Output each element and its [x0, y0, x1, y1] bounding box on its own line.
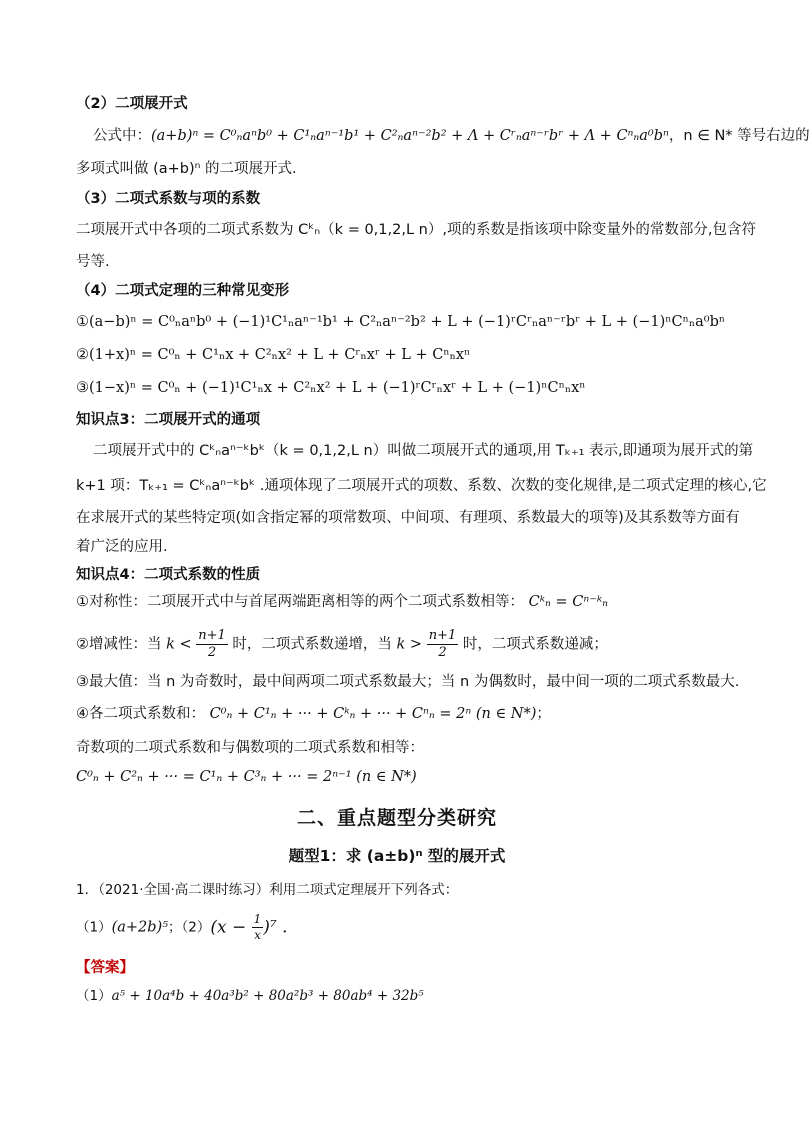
fraction-denominator: 2 — [438, 645, 447, 660]
text-line: 二项展开式中各项的二项式系数为 Cᵏₙ（k = 0,1,2,L n）,项的系数是指该项中除变量外的常数部分,包含符 — [76, 222, 757, 238]
formula: (a+b)ⁿ = C⁰ₙaⁿb⁰ + C¹ₙaⁿ⁻¹b¹ + C²ₙaⁿ⁻²b² + Λ + Cʳₙaⁿ⁻ʳbʳ + Λ + Cⁿₙa⁰bⁿ — [151, 128, 669, 144]
formula: )⁷ . — [263, 917, 288, 938]
formula: (a+2b)⁵ — [111, 919, 169, 936]
text-line — [93, 126, 810, 146]
fraction-numerator: 1 — [253, 912, 262, 926]
text: ；（2） — [168, 919, 211, 936]
text-line — [76, 628, 608, 664]
formula: (x − — [210, 917, 252, 938]
subsection-title: 题型1：求 (a±b)ⁿ 型的展开式 — [288, 847, 506, 865]
text-line — [76, 592, 608, 612]
answer-line — [76, 986, 424, 1006]
text: 公式中： — [93, 128, 151, 144]
text: ，n ∈ N* 等号右边的 — [668, 128, 810, 144]
formula-line: C⁰ₙ + C²ₙ + ··· = C¹ₙ + C³ₙ + ··· = 2ⁿ⁻¹ (n ∈ N*) — [76, 769, 417, 785]
section-heading: （2）二项展开式 — [76, 96, 188, 112]
text-line: 奇数项的二项式系数和与偶数项的二项式系数和相等： — [76, 740, 424, 756]
text: ④各二项式系数和： — [76, 706, 205, 722]
fraction-denominator: x — [254, 928, 261, 942]
text: ①对称性：二项展开式中与首尾两端距离相等的两个二项式系数相等： — [76, 594, 524, 610]
formula: k < — [166, 636, 192, 653]
text: ； — [536, 706, 551, 722]
text: 时，二项式系数递增，当 — [232, 636, 392, 653]
fraction-denominator: 2 — [207, 645, 217, 660]
text: 时，二项式系数递减； — [462, 636, 608, 653]
text-line: 多项式叫做 (a+b)ⁿ 的二项展开式. — [76, 161, 297, 177]
formula: C⁰ₙ + C¹ₙ + ··· + Cᵏₙ + ··· + Cⁿₙ = 2ⁿ (n ∈ N*) — [209, 706, 537, 722]
question-stem: 1．（2021·全国·高二课时练习）利用二项式定理展开下列各式： — [76, 882, 459, 898]
answer-label: 【答案】 — [76, 960, 134, 976]
formula-line: ①(a−b)ⁿ = C⁰ₙaⁿb⁰ + (−1)¹C¹ₙaⁿ⁻¹b¹ + C²ₙaⁿ⁻²b² + L + (−1)ʳCʳₙaⁿ⁻ʳbʳ + L + (−1)ⁿCⁿₙa⁰bⁿ — [76, 314, 726, 330]
formula-line: ②(1+x)ⁿ = C⁰ₙ + C¹ₙx + C²ₙx² + L + Cʳₙxʳ + L + Cⁿₙxⁿ — [76, 347, 471, 363]
fraction — [252, 912, 264, 943]
formula: k > — [396, 636, 423, 653]
question-parts — [76, 912, 288, 950]
text: （1） — [76, 988, 112, 1004]
formula-line: ③(1−x)ⁿ = C⁰ₙ + (−1)¹C¹ₙx + C²ₙx² + L + (−1)ʳCʳₙxʳ + L + (−1)ⁿCⁿₙxⁿ — [76, 380, 586, 396]
formula: Cᵏₙ = Cⁿ⁻ᵏₙ — [528, 594, 609, 610]
section-heading: 知识点4：二项式系数的性质 — [76, 567, 261, 583]
fraction — [427, 628, 459, 661]
fraction-numerator: n+1 — [198, 628, 226, 643]
page-section-title: 二、重点题型分类研究 — [296, 807, 497, 829]
text-line: ③最大值：当 n 为奇数时，最中间两项二项式系数最大；当 n 为偶数时，最中间一项的二项式系数最大. — [76, 674, 740, 690]
text-line — [76, 704, 551, 724]
text-line: 在求展开式的某些特定项(如含指定幂的项常数项、中间项、有理项、系数最大的项等)及其系数等方面有 — [76, 510, 740, 526]
section-heading: 知识点3：二项展开式的通项 — [76, 412, 261, 428]
fraction — [196, 628, 228, 661]
text-line: k+1 项：Tₖ₊₁ = Cᵏₙaⁿ⁻ᵏbᵏ .通项体现了二项展开式的项数、系数、次数的变化规律,是二项式定理的核心,它 — [76, 478, 767, 494]
section-heading: （4）二项式定理的三种常见变形 — [76, 283, 290, 299]
formula: a⁵ + 10a⁴b + 40a³b² + 80a²b³ + 80ab⁴ + 32b⁵ — [111, 988, 424, 1004]
text-line: 着广泛的应用. — [76, 539, 168, 555]
section-heading: （3）二项式系数与项的系数 — [76, 191, 261, 207]
fraction-numerator: n+1 — [428, 628, 457, 643]
text-line: 二项展开式中的 Cᵏₙaⁿ⁻ᵏbᵏ（k = 0,1,2,L n）叫做二项展开式的通项,用 Tₖ₊₁ 表示,即通项为展开式的第 — [93, 443, 754, 459]
text: （1） — [76, 919, 112, 936]
text: ②增减性：当 — [76, 636, 162, 653]
text-line: 号等. — [76, 254, 110, 270]
